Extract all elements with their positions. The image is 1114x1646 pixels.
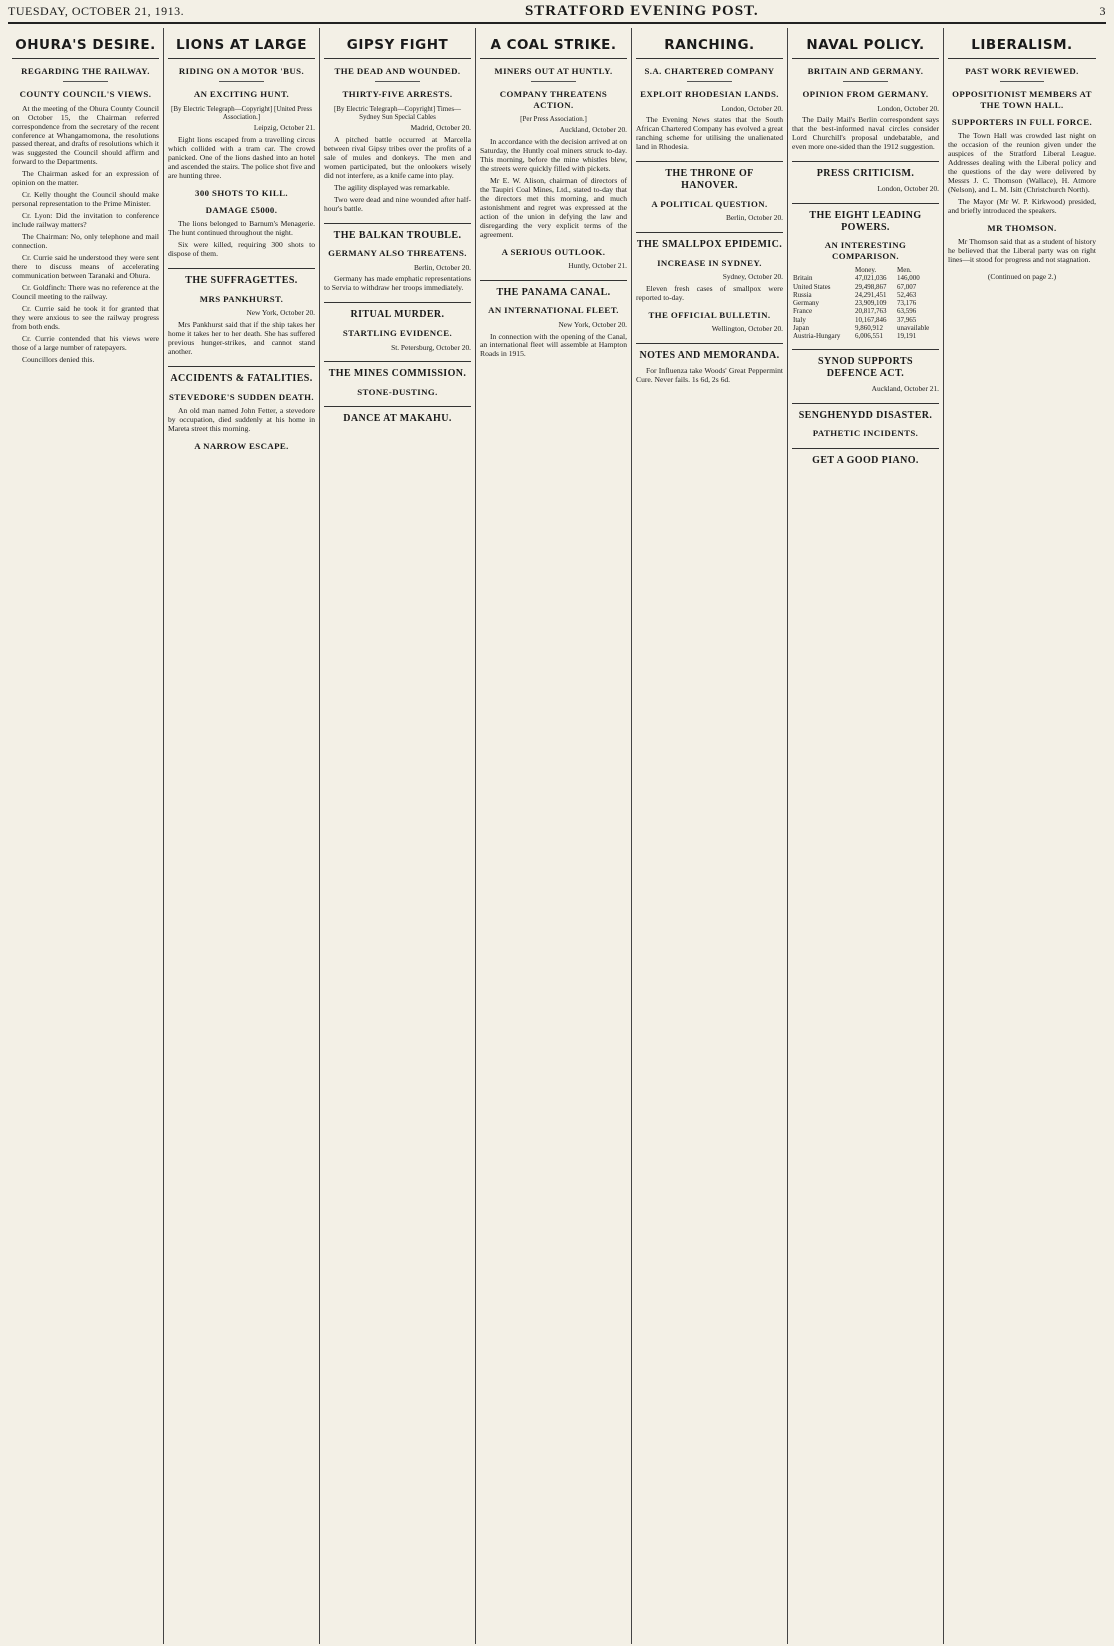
article-subtitle: STEVEDORE'S SUDDEN DEATH. — [169, 391, 314, 402]
section-heading: RITUAL MURDER. — [324, 302, 471, 321]
article-subtitle: OPPOSITIONIST MEMBERS AT THE TOWN HALL. — [952, 89, 1092, 110]
article-subtitle: OPINION FROM GERMANY. — [802, 89, 929, 100]
dateline: London, October 20. — [877, 184, 939, 194]
paragraph: Six were killed, requiring 300 shots to dispose of them. — [168, 240, 315, 259]
article-subtitle: MRS PANKHURST. — [199, 294, 284, 305]
paragraph: The lions belonged to Barnum's Menagerie. The hunt continued throughout the night. — [168, 219, 315, 238]
paragraph: An old man named John Fetter, a stevedore by occupation, died suddenly at his home in Mareta street this morning. — [168, 406, 315, 434]
table-row — [792, 299, 939, 307]
paragraph: The Town Hall was crowded last night on the occasion of the reunion given under the auspices of the Stratford Liberal League. Addresses dealing with the Liberal policy and the questions of the day were delivered by Messrs J. C. Thomson (Wallace), H. Atmore (Nelson), and L. M. Isitt (Christchurch North). — [948, 131, 1096, 195]
table-cell: 67,007 — [897, 282, 917, 291]
table-row — [792, 324, 939, 332]
table-cell: 63,596 — [897, 307, 917, 316]
paragraph: Cr. Goldfinch: There was no reference at the Council meeting to the railway. — [12, 282, 159, 301]
dateline: Berlin, October 20. — [413, 262, 471, 272]
article-subtitle: COUNTY COUNCIL'S VIEWS. — [19, 89, 152, 100]
paragraph: Mrs Pankhurst said that if the ship takes her home it takes her to her death. She has suffered previous hunger-strikes, and cannot stand another. — [168, 320, 315, 356]
table-cell: 6,006,551 — [855, 332, 883, 341]
article-subtitle: COMPANY THREATENS ACTION. — [499, 89, 608, 110]
column-gipsy — [320, 28, 476, 1644]
table-cell: Italy — [793, 315, 806, 324]
section-heading: THE THRONE OF HANOVER. — [636, 161, 783, 192]
dateline: Madrid, October 20. — [410, 123, 471, 133]
paragraph: For Influenza take Woods' Great Peppermint Cure. Never fails. 1s 6d, 2s 6d. — [636, 365, 783, 384]
paragraph: Mr Thomson said that as a student of history he believed that the Liberal party was on right lines—it stood for progress and not stagnation. — [948, 237, 1096, 265]
table-row — [792, 332, 939, 340]
article-subtitle: MINERS OUT AT HUNTLY. — [494, 65, 613, 76]
dateline: St. Petersburg, October 20. — [391, 342, 471, 352]
columns — [8, 28, 1106, 1644]
section-heading: THE SMALLPOX EPIDEMIC. — [636, 232, 783, 251]
section-heading: THE PANAMA CANAL. — [480, 280, 627, 299]
paragraph: Cr. Currie contended that his views were those of a large number of ratepayers. — [12, 333, 159, 352]
section-heading: THE SUFFRAGETTES. — [168, 268, 315, 287]
dateline: Auckland, October 21. — [871, 383, 939, 393]
table-header-cell: Money. — [855, 266, 877, 275]
newspaper-title: STRATFORD EVENING POST. — [524, 2, 759, 19]
article-subtitle: A POLITICAL QUESTION. — [651, 198, 768, 209]
article-subtitle: 300 SHOTS TO KILL. — [195, 187, 288, 198]
table-cell: 19,191 — [897, 332, 917, 341]
byline: [Per Press Association.] — [520, 115, 587, 124]
table-row — [792, 307, 939, 315]
table-cell: 20,817,763 — [855, 307, 887, 316]
table-cell: 47,021,036 — [855, 274, 887, 283]
dateline: London, October 20. — [721, 103, 783, 113]
table-cell: Japan — [793, 323, 809, 332]
article-subtitle: BRITAIN AND GERMANY. — [807, 65, 924, 76]
column-ranching — [632, 28, 788, 1644]
paragraph: In accordance with the decision arrived at on Saturday, the Huntly coal miners struck to-day. This morning, before the mine whistles blew, the streets were quickly filled with pickets. — [480, 137, 627, 173]
column-lions — [164, 28, 320, 1644]
table-cell: 29,498,867 — [855, 282, 887, 291]
section-heading: SYNOD SUPPORTS DEFENCE ACT. — [792, 349, 939, 380]
paragraph: Eleven fresh cases of smallpox were reported to-day. — [636, 283, 783, 302]
dateline: New York, October 20. — [558, 319, 627, 329]
byline: [By Electric Telegraph—Copyright] [United Press Association.] — [171, 104, 312, 121]
article-subtitle: SUPPORTERS IN FULL FORCE. — [951, 117, 1093, 128]
column-naval-policy — [788, 28, 944, 1644]
article-subtitle: AN INTERNATIONAL FLEET. — [488, 305, 619, 316]
article-subtitle: THE OFFICIAL BULLETIN. — [648, 309, 771, 320]
article-subtitle: REGARDING THE RAILWAY. — [21, 65, 150, 76]
column-ohura — [8, 28, 164, 1644]
dateline: Sydney, October 20. — [722, 272, 783, 282]
issue-date: TUESDAY, OCTOBER 21, 1913. — [8, 3, 185, 18]
byline: [By Electric Telegraph—Copyright] Times—Sydney Sun Special Cables — [333, 104, 462, 121]
article-title: OHURA'S DESIRE. — [12, 28, 159, 59]
paragraph: The Chairman: No, only telephone and mail connection. — [12, 232, 159, 251]
section-heading: THE MINES COMMISSION. — [324, 361, 471, 380]
section-heading: GET A GOOD PIANO. — [792, 448, 939, 467]
section-heading: DANCE AT MAKAHU. — [324, 406, 471, 425]
table-cell: 73,176 — [897, 299, 917, 308]
table-row — [792, 316, 939, 324]
paragraph: Eight lions escaped from a travelling circus which collided with a tram car. The crowd panicked. One of the lions dashed into an hotel and ascended the stairs. The police shot five and are hunting three. — [168, 134, 315, 180]
section-heading: ACCIDENTS & FATALITIES. — [168, 366, 315, 385]
table-cell: France — [793, 307, 813, 316]
section-heading: SENGHENYDD DISASTER. — [792, 403, 939, 422]
paragraph: The agility displayed was remarkable. — [334, 182, 450, 192]
article-subtitle: S.A. CHARTERED COMPANY — [644, 65, 775, 76]
article-subtitle: INCREASE IN SYDNEY. — [657, 257, 762, 268]
article-subtitle: A SERIOUS OUTLOOK. — [501, 246, 606, 257]
paragraph: The Evening News states that the South African Chartered Company has evolved a great ranching scheme for utilising the unalienated land in Rhodesia. — [636, 115, 783, 152]
article-title: NAVAL POLICY. — [792, 28, 939, 59]
dateline: Berlin, October 20. — [725, 213, 783, 223]
article-subtitle: THIRTY-FIVE ARRESTS. — [342, 89, 453, 100]
table-cell: 146,000 — [897, 274, 920, 283]
paragraph: Mr E. W. Alison, chairman of directors of the Taupiri Coal Mines, Ltd., stated to-day that the directors met this morning, and much astonishment and regret was expressed at the action of the union in defying the law and disregarding the very explicit terms of the agreement. — [480, 175, 627, 239]
dateline: Wellington, October 20. — [711, 324, 783, 334]
dateline: Huntly, October 21. — [568, 260, 627, 270]
paragraph: The Daily Mail's Berlin correspondent says that the best-informed naval circles consider Lord Churchill's proposal undebatable, and even more one-sided than the 1912 suggestion. — [792, 115, 939, 152]
article-subtitle: RIDING ON A MOTOR 'BUS. — [178, 65, 305, 76]
table-cell: Russia — [793, 290, 812, 299]
table-header-row — [792, 266, 939, 274]
article-subtitle: THE DEAD AND WOUNDED. — [334, 65, 461, 76]
section-heading: THE EIGHT LEADING POWERS. — [792, 203, 939, 234]
article-title: RANCHING. — [636, 28, 783, 59]
article-subtitle: STONE-DUSTING. — [357, 387, 438, 398]
table-row — [792, 283, 939, 291]
table-cell: United States — [793, 282, 831, 291]
article-subtitle: PATHETIC INCIDENTS. — [812, 428, 919, 439]
dateline: London, October 20. — [877, 103, 939, 113]
article-subtitle: A NARROW ESCAPE. — [194, 440, 289, 451]
table-cell: 24,291,451 — [855, 290, 887, 299]
article-title: A COAL STRIKE. — [480, 28, 627, 59]
table-cell: 23,909,109 — [855, 299, 887, 308]
table-cell: 52,463 — [897, 290, 917, 299]
paragraph: The Mayor (Mr W. P. Kirkwood) presided, and briefly introduced the speakers. — [948, 197, 1096, 216]
table-row — [792, 274, 939, 282]
naval-comparison-table — [792, 266, 939, 340]
dateline: Auckland, October 20. — [559, 125, 627, 135]
paragraph: Cr. Currie said he took it for granted that they were anxious to see the railway progress from both ends. — [12, 303, 159, 331]
dateline: Leipzig, October 21. — [253, 123, 315, 133]
paragraph: Cr. Currie said he understood they were sent there to discuss means of accelerating communication between Taranaki and Ohura. — [12, 252, 159, 280]
article-subtitle: AN INTERESTING COMPARISON. — [824, 240, 907, 261]
table-cell: 9,860,912 — [855, 323, 883, 332]
article-subtitle: DAMAGE £5000. — [205, 205, 278, 216]
paragraph: Cr. Lyon: Did the invitation to conference include railway matters? — [12, 211, 159, 230]
column-coal-strike — [476, 28, 632, 1644]
table-cell: 10,167,846 — [855, 315, 887, 324]
paragraph: Councillors denied this. — [22, 354, 95, 364]
section-heading: NOTES AND MEMORANDA. — [636, 343, 783, 362]
section-heading: THE BALKAN TROUBLE. — [324, 223, 471, 242]
paragraph: The Chairman asked for an expression of opinion on the matter. — [12, 169, 159, 188]
masthead — [8, 0, 1106, 24]
paragraph: Germany has made emphatic representations to Servia to withdraw her troops immediately. — [324, 274, 471, 293]
table-header-cell: Men. — [897, 266, 912, 275]
table-cell: 37,965 — [897, 315, 917, 324]
page-number: 3 — [1099, 3, 1106, 18]
continued-note: (Continued on page 2.) — [987, 272, 1057, 282]
paragraph: At the meeting of the Ohura County Council on October 15, the Chairman referred correspondence from the secretary of the recent conference at Whangamomona, the resolutions passed thereat, and drafts of resolutions which it was suggested the Council should affirm and forward to the Departments. — [12, 103, 159, 167]
table-cell: Germany — [793, 299, 820, 308]
table-cell: Austria-Hungary — [793, 332, 841, 341]
table-row — [792, 291, 939, 299]
paragraph: In connection with the opening of the Canal, an international fleet will assemble at Hampton Roads in 1915. — [480, 331, 627, 359]
article-subtitle: PAST WORK REVIEWED. — [965, 65, 1079, 76]
table-cell: Britain — [793, 274, 813, 283]
article-title: GIPSY FIGHT — [324, 28, 471, 59]
table-cell: unavailable — [897, 323, 930, 332]
article-subtitle: STARTLING EVIDENCE. — [342, 328, 453, 339]
section-heading: PRESS CRITICISM. — [792, 161, 939, 180]
article-subtitle: AN EXCITING HUNT. — [193, 89, 290, 100]
article-subtitle: MR THOMSON. — [987, 223, 1057, 233]
article-subtitle: GERMANY ALSO THREATENS. — [328, 248, 467, 259]
article-title: LIBERALISM. — [948, 28, 1096, 59]
dateline: New York, October 20. — [246, 308, 315, 318]
article-subtitle: EXPLOIT RHODESIAN LANDS. — [640, 89, 779, 100]
paragraph: A pitched battle occurred at Marcella between rival Gipsy tribes over the profits of a sale of mules and donkeys. The men and women participated, but the onlookers wisely did not interfere, as a knife came into play. — [324, 134, 471, 180]
article-title: LIONS AT LARGE — [168, 28, 315, 59]
paragraph: Cr. Kelly thought the Council should make personal representation to the Prime Minister. — [12, 190, 159, 209]
table-header-cell — [792, 266, 854, 274]
paragraph: Two were dead and nine wounded after half-hour's battle. — [324, 194, 471, 213]
column-liberalism — [944, 28, 1100, 1644]
